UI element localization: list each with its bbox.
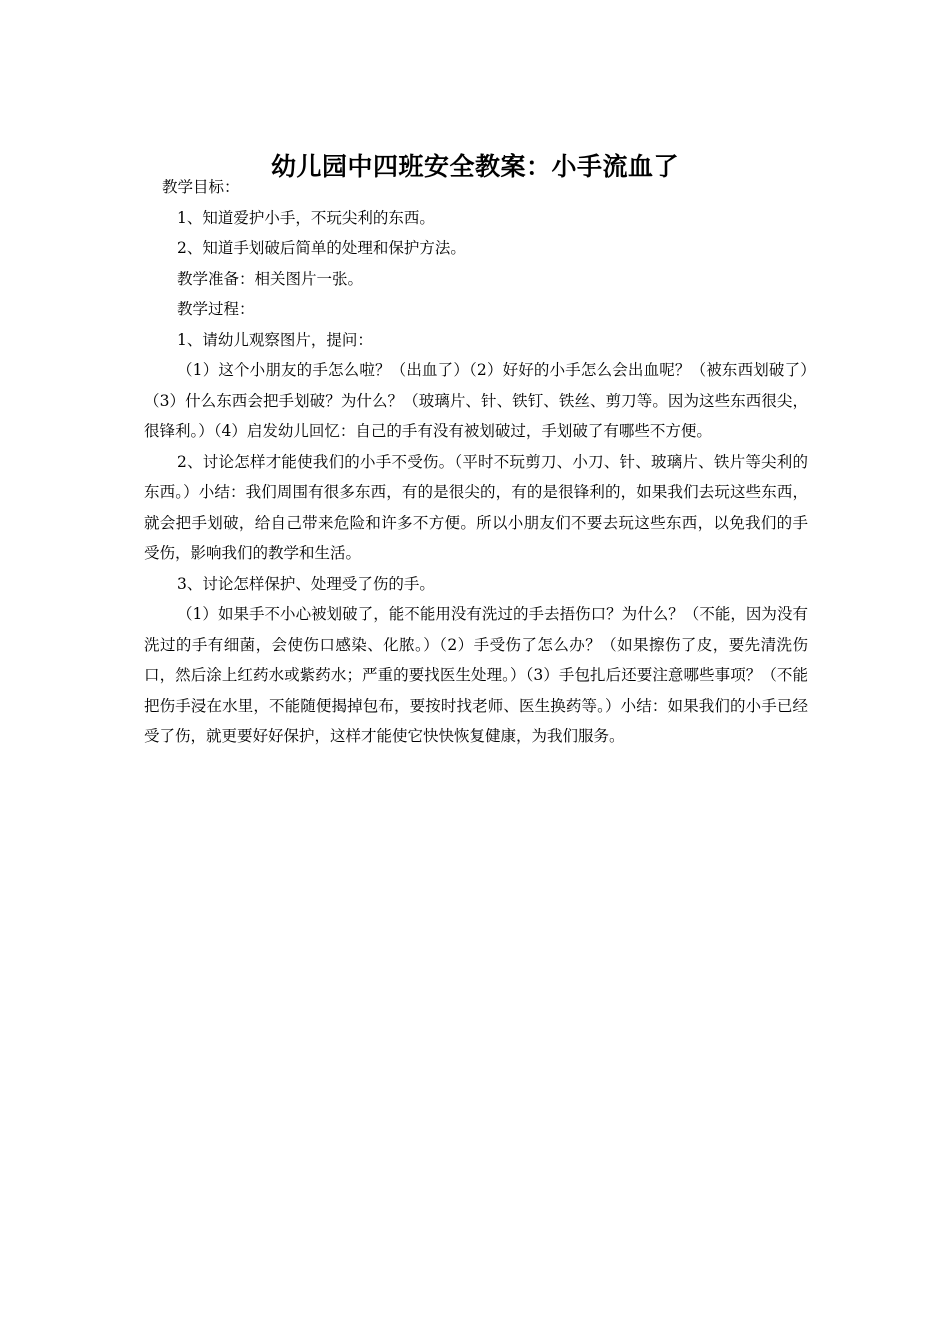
process-step-3: 3、讨论怎样保护、处理受了伤的手。 <box>177 574 435 593</box>
objective-item-1: 1、知道爱护小手，不玩尖利的东西。 <box>177 208 435 227</box>
process-step-1: 1、请幼儿观察图片，提问： <box>177 330 373 349</box>
process-step-3-details: （1）如果手不小心被划破了，能不能用没有洗过的手去捂伤口？为什么？（不能，因为没有洗过的手有细菌，会使伤口感染、化脓。）（2）手受伤了怎么办？（如果擦伤了皮，要先清洗伤口，然后涂上红药水或紫药水；严重的要找医生处理。）（3）手包扎后还要注意哪些事项？（不能把伤手浸在水里，不能随便揭掉包布，要按时找老师、医生换药等。）小结：如果我们的小手已经受了伤，就更要好好保护，这样才能使它快快恢复健康，为我们服务。 <box>144 605 808 745</box>
document-body <box>144 172 808 752</box>
objective-item-2: 2、知道手划破后简单的处理和保护方法。 <box>177 239 466 257</box>
document-title: 幼儿园中四班安全教案：小手流血了 <box>270 151 679 181</box>
section-heading-process: 教学过程： <box>177 300 255 318</box>
preparation-line: 教学准备：相关图片一张。 <box>177 269 364 288</box>
process-step-1-questions: （1）这个小朋友的手怎么啦？（出血了）（2）好好的小手怎么会出血呢？（被东西划破了）（3）什么东西会把手划破？为什么？（玻璃片、针、铁钉、铁丝、剪刀等。因为这些东西很尖，很锋利。）（4）启发幼儿回忆：自己的手有没有被划破过，手划破了有哪些不方便。 <box>144 361 808 440</box>
process-step-2: 2、讨论怎样才能使我们的小手不受伤。（平时不玩剪刀、小刀、针、玻璃片、铁片等尖利的东西。）小结：我们周围有很多东西，有的是很尖的，有的是很锋利的，如果我们去玩这些东西，就会把手划破，给自己带来危险和许多不方便。所以小朋友们不要去玩这些东西，以免我们的手受伤，影响我们的教学和生活。 <box>144 452 808 562</box>
section-heading-objectives: 教学目标： <box>162 178 240 196</box>
